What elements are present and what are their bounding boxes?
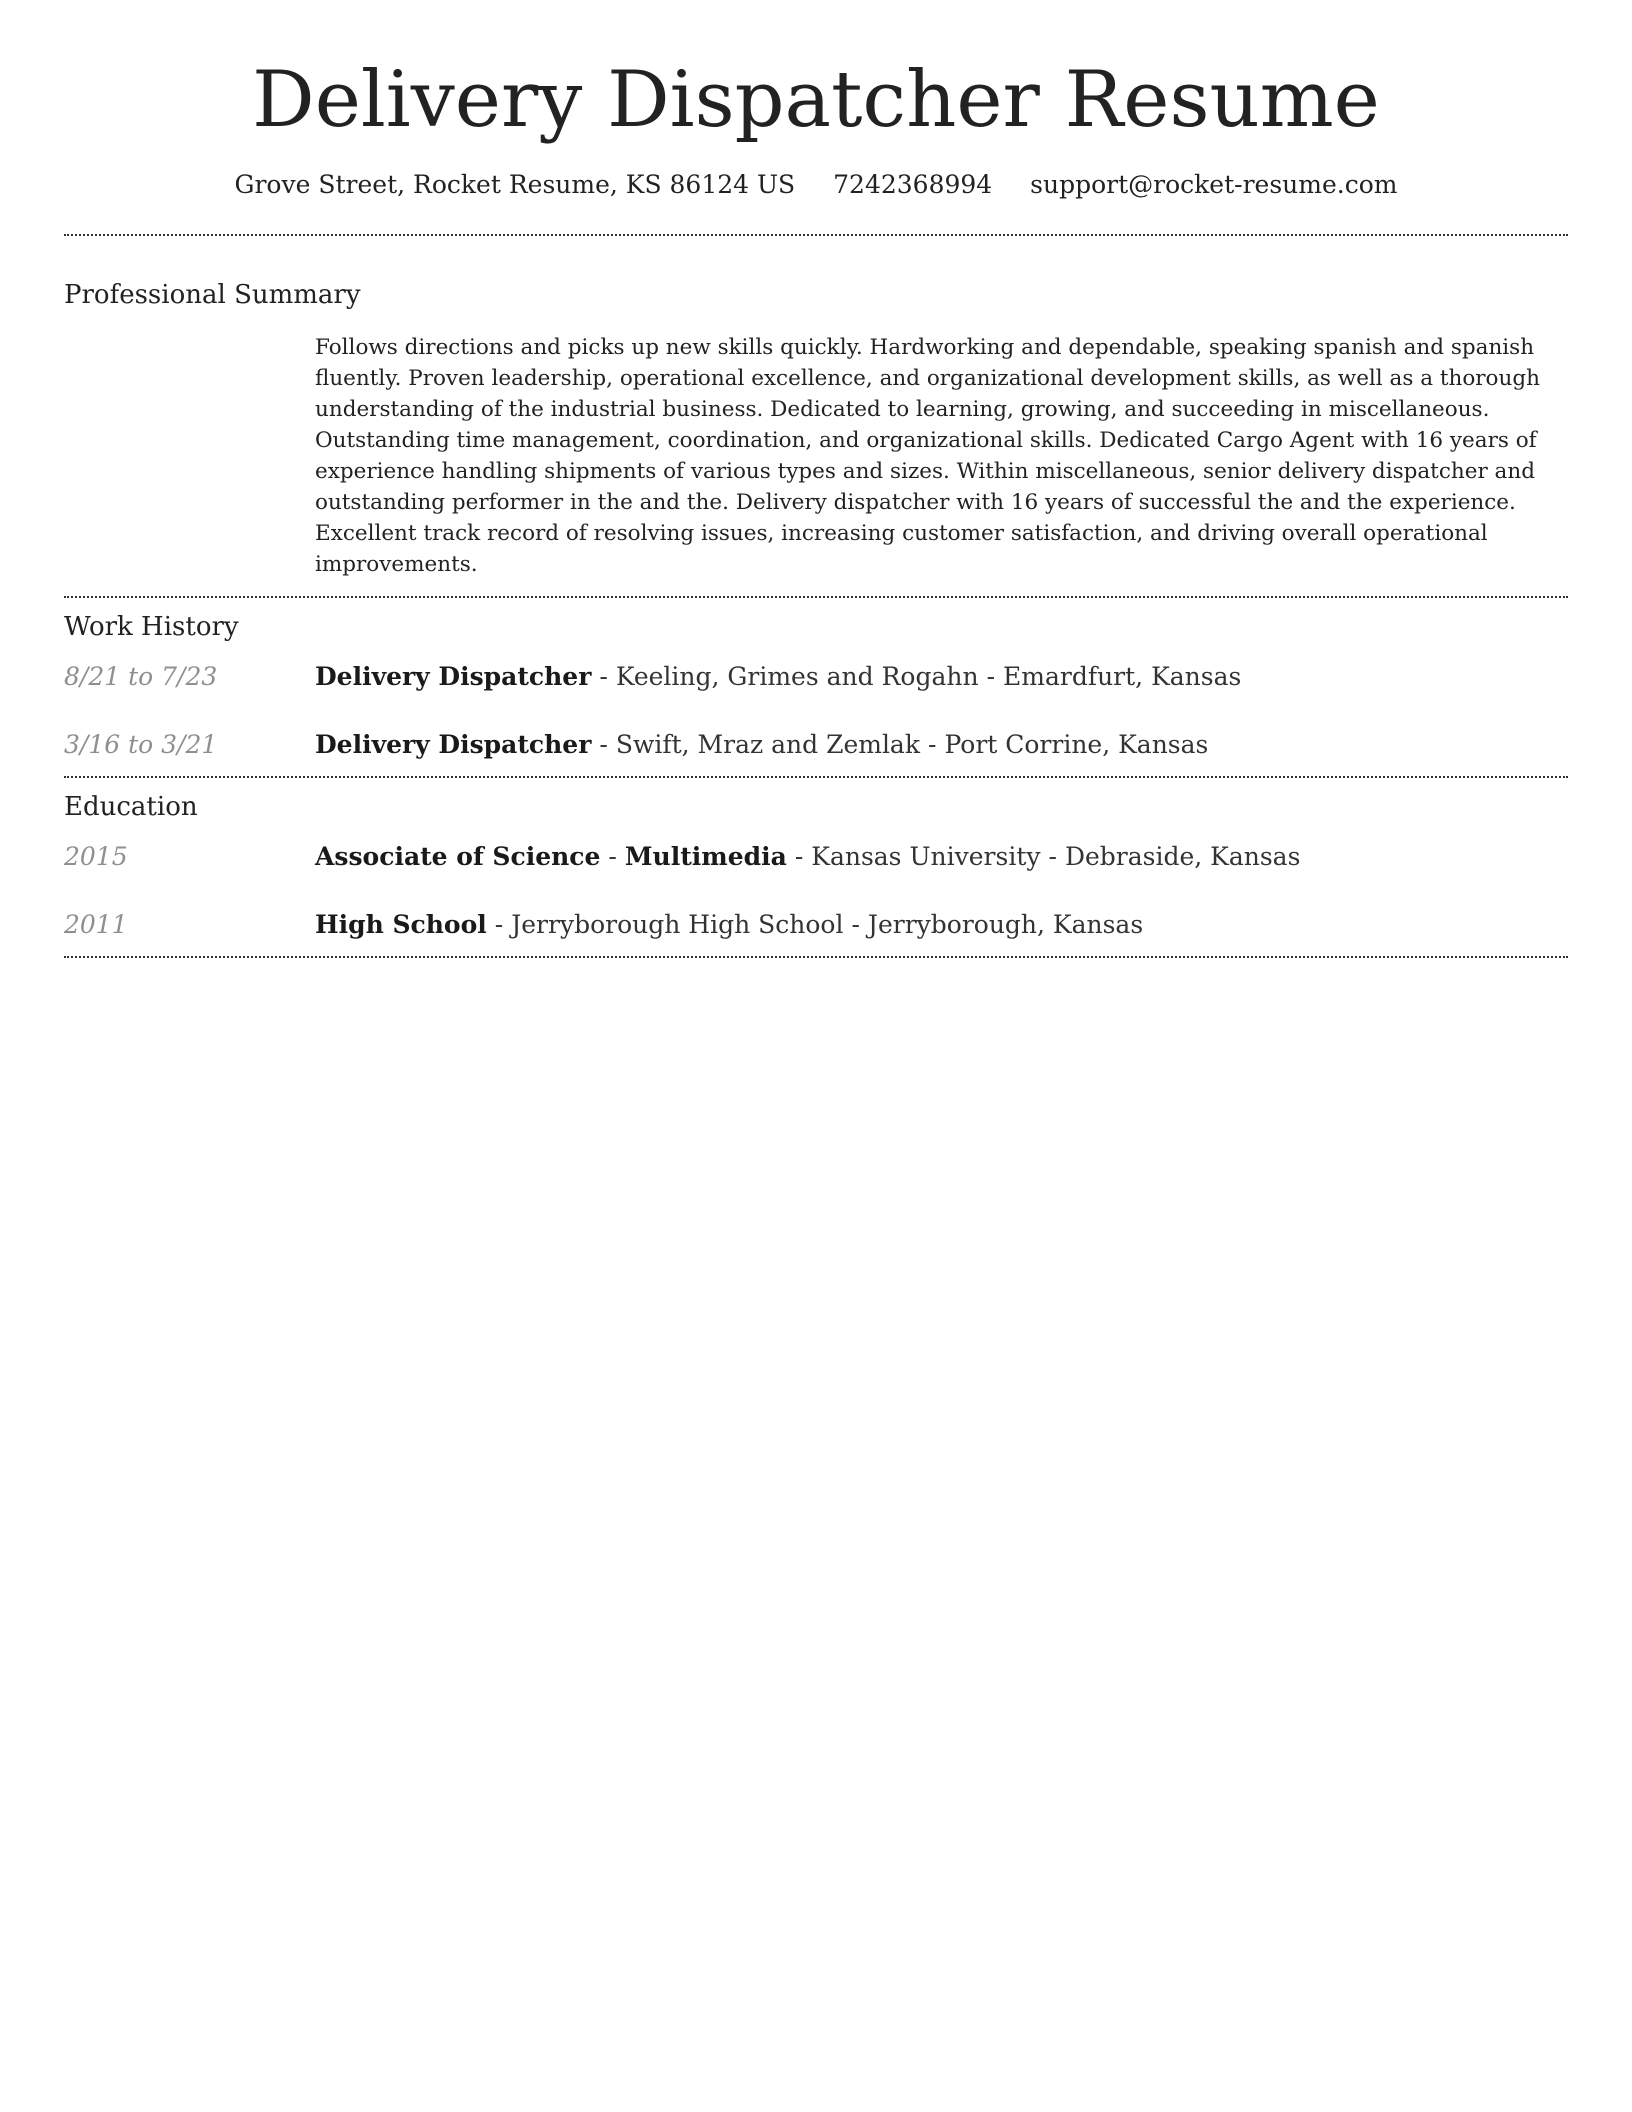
contact-address: Grove Street, Rocket Resume, KS 86124 US bbox=[234, 170, 796, 199]
work-entry bbox=[64, 660, 1568, 728]
education-entry bbox=[64, 908, 1568, 956]
job-title: Delivery Dispatcher bbox=[315, 730, 592, 759]
section-heading-summary: Professional Summary bbox=[64, 280, 361, 310]
separator: - bbox=[1048, 842, 1057, 871]
school-name: Kansas University bbox=[811, 842, 1041, 871]
degree-field: Multimedia bbox=[624, 842, 787, 871]
divider bbox=[64, 956, 1568, 958]
job-location: Emardfurt, Kansas bbox=[1003, 662, 1242, 691]
school-location: Debraside, Kansas bbox=[1064, 842, 1301, 871]
education-section bbox=[64, 790, 1568, 956]
job-location: Port Corrine, Kansas bbox=[944, 730, 1209, 759]
separator: - bbox=[599, 662, 608, 691]
work-details bbox=[315, 728, 1208, 762]
company-name: Swift, Mraz and Zemlak bbox=[615, 730, 920, 759]
separator: - bbox=[608, 842, 617, 871]
summary-text: Follows directions and picks up new skills quickly. Hardworking and dependable, speaking spanish and spanish fluently. Proven leadership, operational excellence, and organizational development skills, as well as a thorough understanding of the industrial business. Dedicated to learning, growing, and succeeding in miscellaneous. Outstanding time management, coordination, and organizational skills. Dedicated Cargo Agent with 16 years of experience handling shipments of various types and sizes. Within miscellaneous, senior delivery dispatcher and outstanding performer in the and the. Delivery dispatcher with 16 years of successful the and the experience. Excellent track record of resolving issues, increasing customer satisfaction, and driving overall operational improvements. bbox=[315, 335, 1540, 577]
degree-name: Associate of Science bbox=[315, 842, 601, 871]
school-location: Jerryborough, Kansas bbox=[867, 910, 1144, 939]
page-title: Delivery Dispatcher Resume bbox=[252, 55, 1380, 145]
separator: - bbox=[851, 910, 860, 939]
education-details bbox=[315, 840, 1300, 874]
work-details bbox=[315, 660, 1241, 694]
work-dates: 8/21 to 7/23 bbox=[64, 662, 218, 691]
company-name: Keeling, Grimes and Rogahn bbox=[615, 662, 979, 691]
resume-header bbox=[64, 0, 1568, 202]
separator: - bbox=[794, 842, 804, 871]
separator: - bbox=[494, 910, 504, 939]
education-entries bbox=[64, 840, 1568, 956]
degree-name: High School bbox=[315, 910, 487, 939]
work-history-section bbox=[64, 610, 1568, 776]
section-heading-work: Work History bbox=[64, 612, 239, 642]
education-year: 2011 bbox=[64, 910, 128, 939]
work-dates: 3/16 to 3/21 bbox=[64, 730, 218, 759]
school-name: Jerryborough High School bbox=[511, 910, 844, 939]
section-heading-education: Education bbox=[64, 792, 198, 822]
contact-email: support@rocket-resume.com bbox=[1030, 170, 1398, 199]
contact-info bbox=[64, 168, 1568, 202]
work-entry bbox=[64, 728, 1568, 776]
work-entries bbox=[64, 660, 1568, 776]
job-title: Delivery Dispatcher bbox=[315, 662, 592, 691]
divider bbox=[64, 596, 1568, 598]
education-year: 2015 bbox=[64, 842, 128, 871]
contact-phone: 7242368994 bbox=[833, 170, 993, 199]
separator: - bbox=[986, 662, 996, 691]
education-entry bbox=[64, 840, 1568, 908]
education-details bbox=[315, 908, 1143, 942]
separator: - bbox=[599, 730, 608, 759]
divider bbox=[64, 234, 1568, 236]
divider bbox=[64, 776, 1568, 778]
separator: - bbox=[928, 730, 937, 759]
professional-summary-section bbox=[64, 278, 1568, 580]
